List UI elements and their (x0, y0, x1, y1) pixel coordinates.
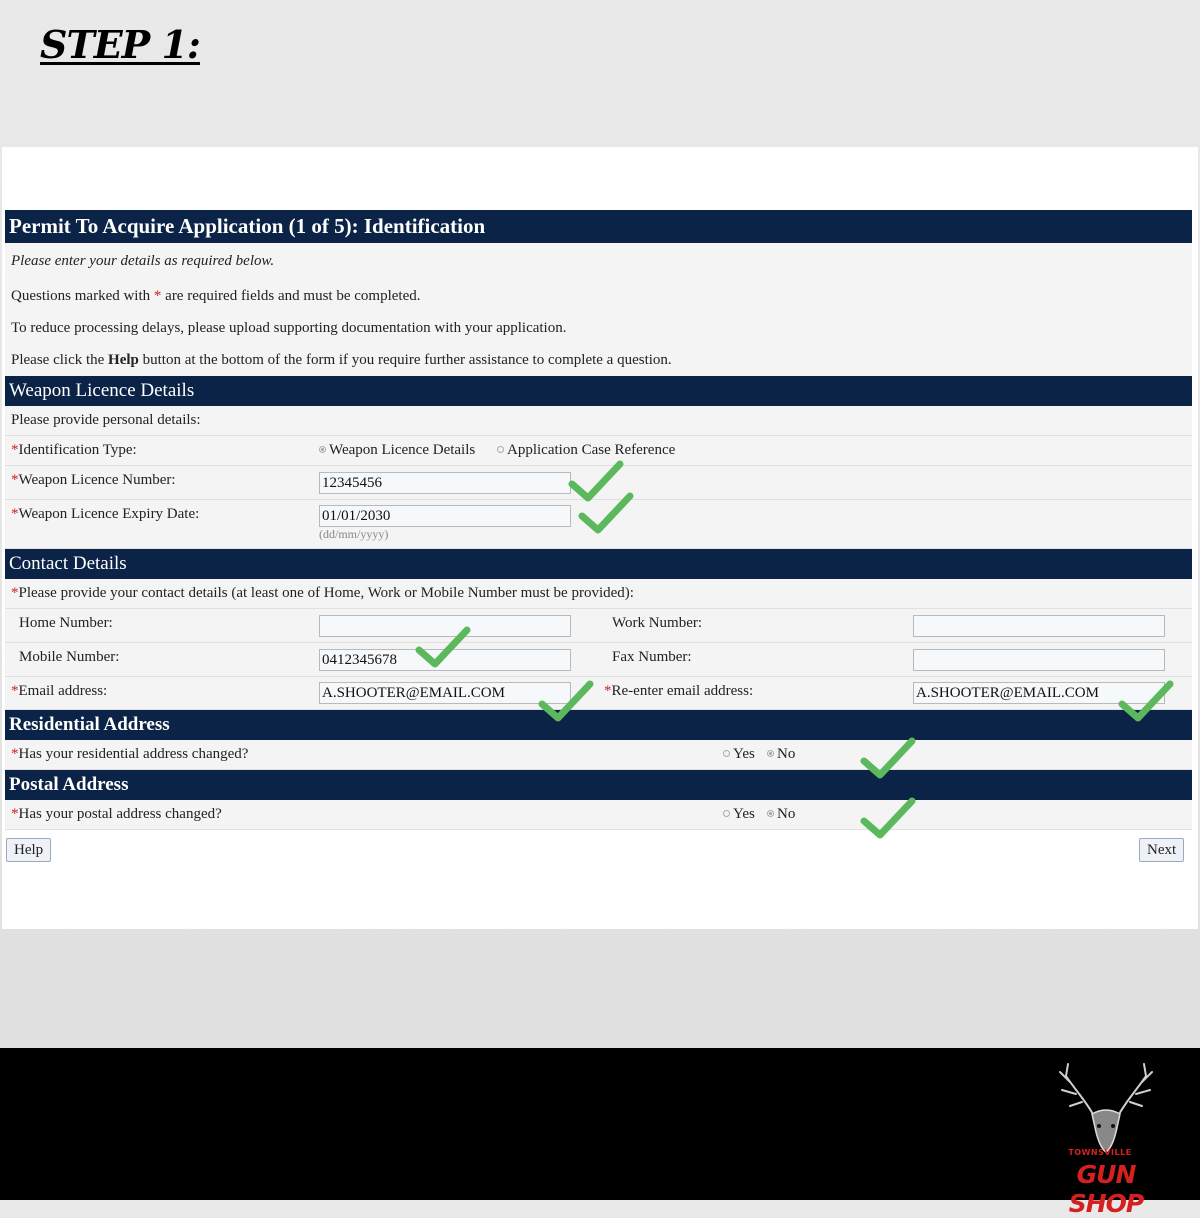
residential-question: Has your residential address changed? (18, 746, 249, 762)
reenter-email-input[interactable]: A.SHOOTER@EMAIL.COM (913, 682, 1165, 704)
licence-number-row: *Weapon Licence Number: 12345456 (5, 466, 1192, 500)
logo-townsville-text: TOWNSVILLE (1068, 1148, 1132, 1157)
email-label: Email address: (18, 683, 108, 699)
weapon-subtext: Please provide personal details: (11, 412, 201, 428)
expiry-hint: (dd/mm/yyyy) (319, 527, 389, 541)
next-button[interactable]: Next (1139, 838, 1184, 862)
weapon-subtext-row (5, 406, 1192, 436)
contact-subtext-row: *Please provide your contact details (at least one of Home, Work or Mobile Number must be provided): (5, 579, 1192, 609)
mobile-number-label: Mobile Number: (19, 649, 120, 665)
id-type-option-licence[interactable]: Weapon Licence Details (319, 442, 475, 459)
contact-details-header: Contact Details (5, 549, 1192, 579)
radio-icon[interactable] (723, 810, 730, 817)
expiry-row: *Weapon Licence Expiry Date: 01/01/2030 (dd/mm/yyyy) (5, 500, 1192, 549)
work-number-label: Work Number: (612, 615, 703, 631)
intro-line-2: Questions marked with * are required fields and must be completed. (11, 288, 421, 304)
deer-head-icon (1036, 1056, 1176, 1156)
radio-icon[interactable] (767, 810, 774, 817)
form-title: Permit To Acquire Application (1 of 5): Identification (5, 210, 1192, 243)
intro-line-4: Please click the Help button at the bottom of the form if you require further assistance to complete a question. (11, 352, 672, 368)
weapon-licence-header: Weapon Licence Details (5, 376, 1192, 406)
check-icon (415, 626, 471, 670)
check-icon (860, 737, 916, 781)
id-type-label: Identification Type: (18, 442, 137, 458)
postal-row: *Has your postal address changed? Yes No (5, 800, 1192, 830)
residential-row: *Has your residential address changed? Yes No (5, 740, 1192, 770)
work-number-input[interactable] (913, 615, 1165, 637)
postal-yes-option[interactable]: Yes (723, 806, 755, 823)
step-title: STEP 1: (40, 22, 200, 67)
radio-icon[interactable] (723, 750, 730, 757)
check-icon (1118, 680, 1174, 724)
home-work-row (5, 609, 1192, 643)
residential-yes-option[interactable]: Yes (723, 746, 755, 763)
contact-subtext: Please provide your contact details (at least one of Home, Work or Mobile Number must be provided): (18, 585, 634, 601)
logo-gun-shop-text: GUN SHOP (1068, 1160, 1144, 1218)
fax-number-input[interactable] (913, 649, 1165, 671)
intro-line-1: Please enter your details as required below. (11, 253, 275, 269)
mobile-number-input[interactable]: 0412345678 (319, 649, 571, 671)
radio-icon[interactable] (319, 446, 326, 453)
expiry-label: Weapon Licence Expiry Date: (18, 506, 200, 522)
postal-no-option[interactable]: No (767, 806, 795, 823)
home-number-label: Home Number: (19, 615, 113, 631)
help-button[interactable]: Help (6, 838, 51, 862)
residential-no-option[interactable]: No (767, 746, 795, 763)
fax-number-label: Fax Number: (612, 649, 692, 665)
postal-question: Has your postal address changed? (18, 806, 222, 822)
mobile-fax-row (5, 643, 1192, 677)
intro-line-3: To reduce processing delays, please upload supporting documentation with your application. (11, 320, 567, 336)
expiry-date-input[interactable]: 01/01/2030 (319, 505, 571, 527)
form-screenshot (2, 147, 1198, 929)
email-input[interactable]: A.SHOOTER@EMAIL.COM (319, 682, 571, 704)
id-type-row: *Identification Type: Weapon Licence Details Application Case Reference (5, 436, 1192, 466)
reenter-email-label: Re-enter email address: (611, 683, 754, 699)
postal-address-header: Postal Address (5, 770, 1192, 800)
radio-icon[interactable] (497, 446, 504, 453)
check-icon (538, 680, 594, 724)
residential-address-header: Residential Address (5, 710, 1192, 740)
footer-banner (0, 1048, 1200, 1218)
id-type-option-case-ref[interactable]: Application Case Reference (497, 442, 675, 459)
licence-number-label: Weapon Licence Number: (18, 472, 176, 488)
email-row: *Email address: A.SHOOTER@EMAIL.COM *Re-enter email address: A.SHOOTER@EMAIL.COM (5, 677, 1192, 710)
check-icon (578, 492, 634, 536)
gun-shop-logo (1036, 1056, 1176, 1218)
radio-icon[interactable] (767, 750, 774, 757)
check-icon (860, 797, 916, 841)
form-intro (5, 243, 1192, 376)
licence-number-input[interactable]: 12345456 (319, 472, 571, 494)
